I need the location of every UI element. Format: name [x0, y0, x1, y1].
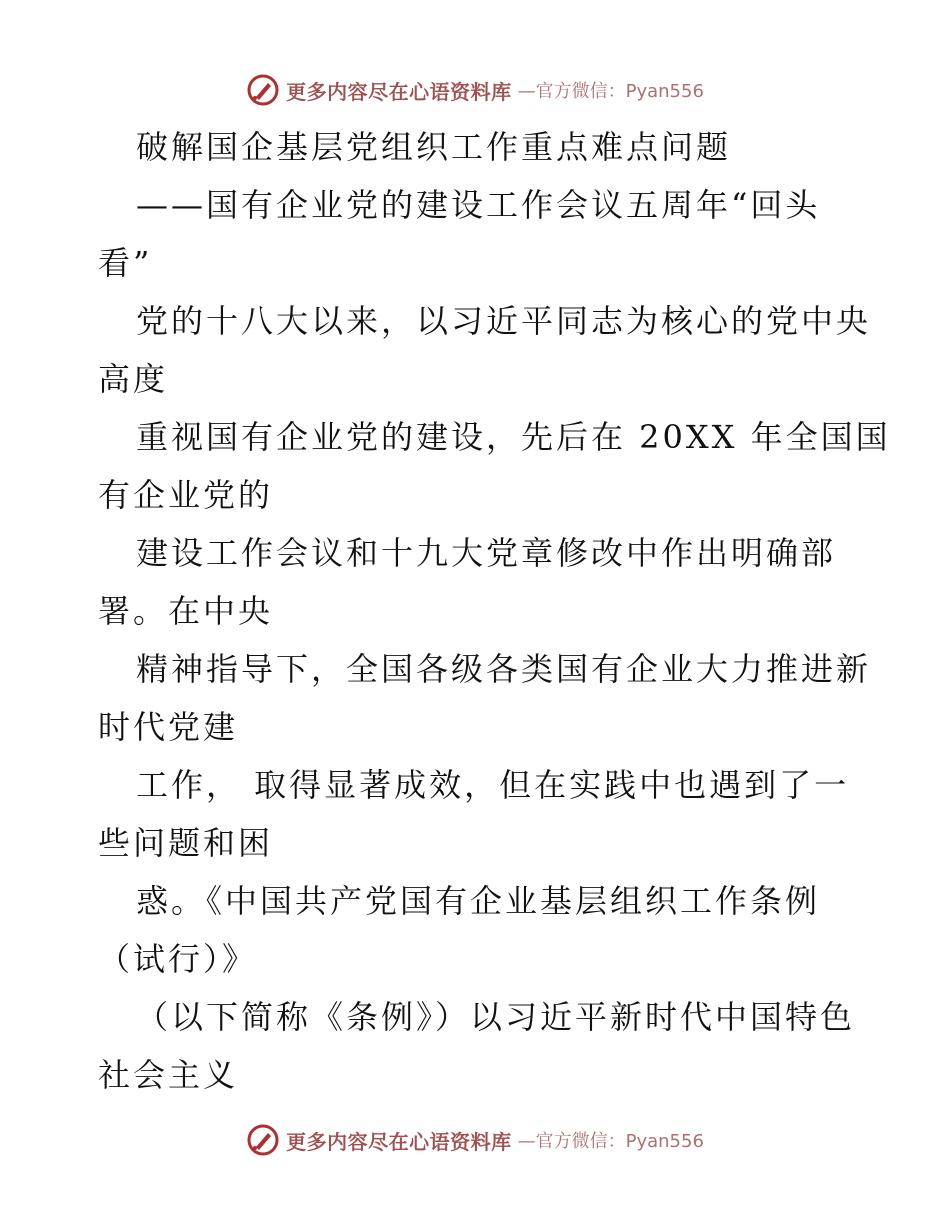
banner-main-text: 更多内容尽在心语资料库 — [286, 79, 512, 104]
paragraph-line: 惑。《中国共产党国有企业基层组织工作条例 — [136, 882, 821, 920]
paragraph-line: （以下简称《条例》）以习近平新时代中国特色 — [136, 998, 856, 1036]
footer-banner — [0, 1120, 950, 1160]
banner-wechat-text: —官方微信：Pyan556 — [517, 81, 704, 102]
paragraph-line: 精神指导下，全国各级各类国有企业大力推进新 — [136, 650, 872, 688]
doc-title: 破解国企基层党组织工作重点难点问题 — [136, 128, 732, 166]
doc-subtitle-cont: 看” — [98, 244, 153, 282]
paragraph-line: 建设工作会议和十九大党章修改中作出明确部 — [136, 534, 837, 572]
banner-main-text: 更多内容尽在心语资料库 — [286, 1129, 512, 1154]
pen-logo-icon — [246, 73, 280, 107]
paragraph-line: 重视国有企业党的建设，先后在 20XX 年全国国 — [136, 418, 891, 456]
paragraph-line: 工作， 取得显著成效，但在实践中也遇到了一 — [136, 766, 850, 804]
paragraph-line: （试行）》 — [98, 940, 258, 978]
paragraph-line: 社会主义 — [98, 1056, 239, 1094]
header-banner — [0, 70, 950, 110]
paragraph-line: 署。在中央 — [98, 592, 274, 630]
document-body — [98, 118, 891, 1104]
paragraph-line: 党的十八大以来，以习近平同志为核心的党中央 — [136, 302, 872, 340]
pen-logo-icon — [246, 1123, 280, 1157]
paragraph-line: 高度 — [98, 360, 169, 398]
paragraph-line: 时代党建 — [98, 708, 239, 746]
paragraph-line: 些问题和困 — [98, 824, 274, 862]
paragraph-line: 有企业党的 — [98, 476, 274, 514]
doc-subtitle: ——国有企业党的建设工作会议五周年“回头 — [136, 186, 821, 224]
banner-wechat-text: —官方微信：Pyan556 — [517, 1131, 704, 1152]
